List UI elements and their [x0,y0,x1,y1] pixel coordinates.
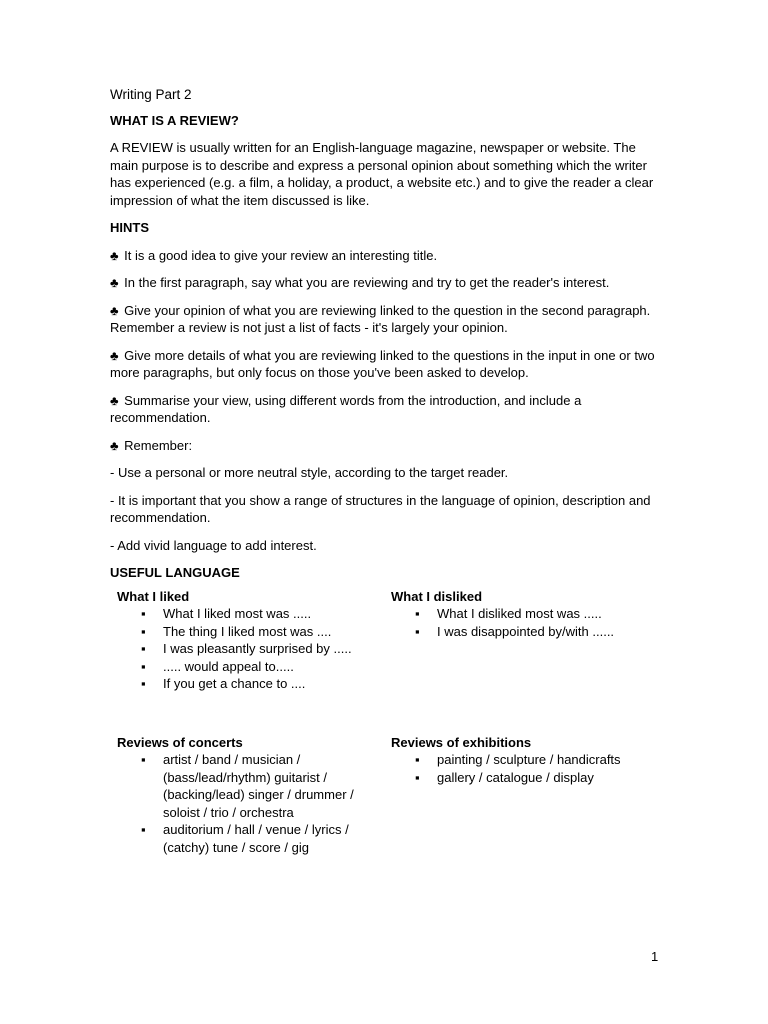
disliked-title: What I disliked [391,588,483,604]
heading-what-is-review: WHAT IS A REVIEW? [110,112,239,128]
document-page [110,86,665,856]
remember-item: - Use a personal or more neutral style, according to the target reader. [110,465,509,480]
liked-title: What I liked [117,588,190,604]
concerts-title: Reviews of concerts [117,734,243,750]
remember-item: - Add vivid language to add interest. [110,537,317,553]
club-icon: ♣ [110,275,119,290]
liked-cell [110,588,384,734]
liked-list [117,605,384,693]
concerts-cell [110,734,384,857]
list-item: ▪ What I liked most was ..... [117,605,384,623]
hint-text: Give your opinion of what you are reviewing linked to the question in the second paragraph. Remember a review is not just a list of facts - it's largely your opinion. [110,302,651,335]
hint-item [110,437,665,455]
list-item: ▪ artist / band / musician / (bass/lead/rhythm) guitarist / (backing/lead) singer / drummer / soloist / trio / orchestra [117,751,384,821]
hint-text: Summarise your view, using different words from the introduction, and include a recommendation. [110,392,582,425]
exhibitions-list [391,751,658,786]
list-item: ▪ If you get a chance to .... [117,675,384,693]
hint-item [110,347,665,382]
club-icon: ♣ [110,247,119,263]
disliked-list [391,605,658,640]
hint-item [110,302,665,337]
hint-item [110,247,665,265]
list-item: ▪ What I disliked most was ..... [391,605,658,623]
club-icon: ♣ [110,302,119,318]
list-item: ▪ painting / sculpture / handicrafts [391,751,658,769]
hint-text: In the first paragraph, say what you are reviewing and try to get the reader's interest. [124,275,610,290]
list-item: ▪ I was disappointed by/with ...... [391,623,658,641]
exhibitions-cell [384,734,658,857]
heading-hints: HINTS [110,220,149,235]
club-icon: ♣ [110,347,119,363]
hint-text: Remember: [124,437,193,453]
remember-item: - It is important that you show a range of structures in the language of opinion, description and recommendation. [110,492,651,525]
hint-item [110,392,665,427]
club-icon: ♣ [110,392,119,408]
list-item: ▪ ..... would appeal to..... [117,658,384,676]
useful-language-table [110,588,665,857]
list-item: ▪ I was pleasantly surprised by ..... [117,640,384,658]
club-icon: ♣ [110,437,119,453]
intro-paragraph: A REVIEW is usually written for an English-language magazine, newspaper or website. The main purpose is to describe and express a personal opinion about something which the writer has experienced (e.g. a film, a holiday, a product, a website etc.) and to give the reader a clear impression of what the item discussed is like. [110,140,654,208]
exhibitions-title: Reviews of exhibitions [391,734,532,750]
page-number: 1 [651,949,659,964]
list-item: ▪ gallery / catalogue / display [391,769,658,787]
heading-useful-language: USEFUL LANGUAGE [110,565,240,580]
disliked-cell [384,588,658,734]
concerts-list [117,751,384,856]
hint-item [110,274,665,292]
hint-text: It is a good idea to give your review an interesting title. [124,247,438,263]
list-item: ▪ auditorium / hall / venue / lyrics / (catchy) tune / score / gig [117,821,384,856]
document-title: Writing Part 2 [110,87,192,102]
list-item: ▪ The thing I liked most was .... [117,623,384,641]
hint-text: Give more details of what you are reviewing linked to the questions in the input in one or two more paragraphs, but only focus on those you've been asked to develop. [110,347,655,380]
